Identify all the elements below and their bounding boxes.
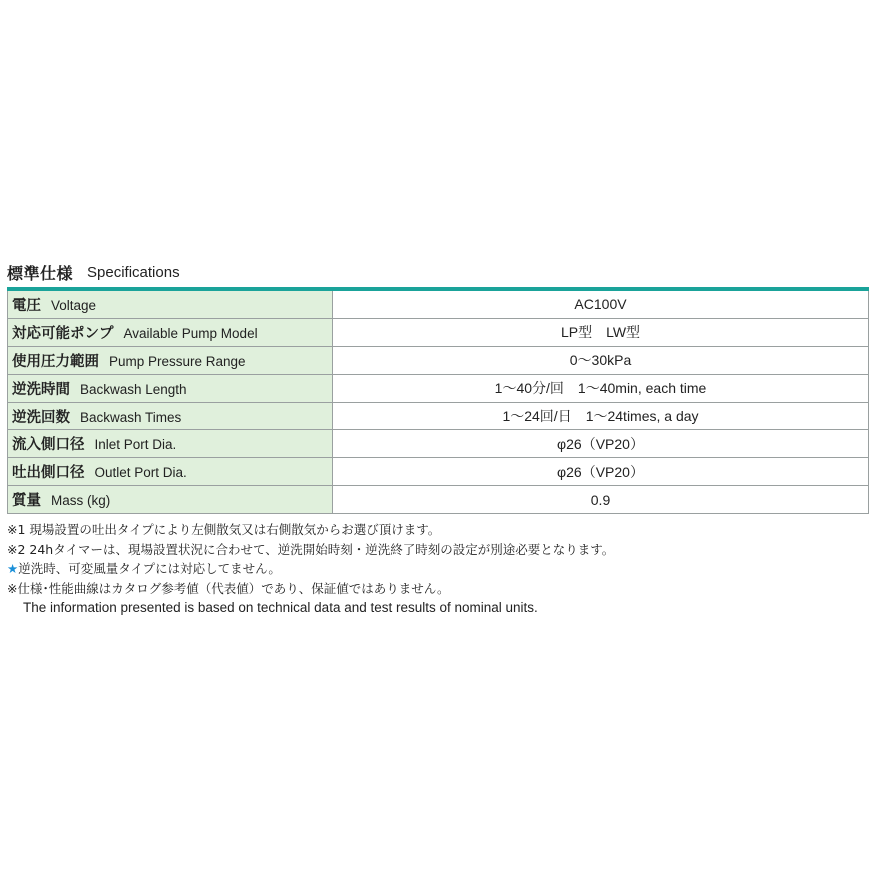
spec-label-en: Backwash Length — [80, 381, 187, 397]
footnote-3-text: 逆洗時、可変風量タイプには対応してません。 — [18, 561, 281, 576]
table-row — [8, 486, 869, 514]
footnote-1: ※1 現場設置の吐出タイプにより左側散気又は右側散気からお選び頂けます。 — [7, 522, 441, 537]
spec-label — [8, 430, 333, 458]
section-title-en: Specifications — [87, 263, 180, 281]
spec-table — [7, 291, 869, 514]
table-row — [8, 402, 869, 430]
spec-value: 1～24回/日 1～24times, a day — [333, 402, 869, 430]
spec-value: AC100V — [333, 291, 869, 318]
spec-label-jp: 質量 — [12, 493, 41, 510]
spec-label — [8, 318, 333, 346]
table-row — [8, 346, 869, 374]
spec-label — [8, 374, 333, 402]
spec-label — [8, 402, 333, 430]
footnote-3 — [7, 559, 869, 579]
footnotes — [7, 520, 869, 618]
spec-value: φ26（VP20） — [333, 458, 869, 486]
spec-label-jp: 対応可能ポンプ — [12, 325, 114, 342]
spec-value: 0.9 — [333, 486, 869, 514]
spec-value: LP型 LW型 — [333, 318, 869, 346]
footnote-5-en: The information presented is based on technical data and test results of nominal units. — [23, 600, 538, 615]
spec-value: 1～40分/回 1～40min, each time — [333, 374, 869, 402]
spec-label-jp: 流入側口径 — [12, 437, 85, 454]
spec-label-en: Inlet Port Dia. — [94, 437, 177, 453]
section-title-jp: 標準仕様 — [7, 263, 74, 283]
spec-value: φ26（VP20） — [333, 430, 869, 458]
section-heading — [7, 258, 869, 286]
table-row — [8, 374, 869, 402]
star-icon: ★ — [7, 561, 19, 576]
footnote-4: ※仕様･性能曲線はカタログ参考値（代表値）であり、保証値ではありません。 — [7, 580, 450, 596]
spec-label-jp: 電圧 — [12, 297, 41, 314]
spec-label-en: Outlet Port Dia. — [94, 465, 187, 481]
table-row — [8, 430, 869, 458]
spec-label — [8, 458, 333, 486]
spec-value: 0～30kPa — [333, 346, 869, 374]
spec-label-jp: 使用圧力範囲 — [12, 353, 99, 370]
spec-label — [8, 346, 333, 374]
spec-label-en: Mass (kg) — [51, 493, 111, 509]
table-row — [8, 291, 869, 318]
spec-label-en: Available Pump Model — [123, 325, 258, 341]
spec-label-jp: 逆洗回数 — [12, 409, 70, 426]
spec-label — [8, 291, 333, 318]
table-row — [8, 318, 869, 346]
specifications-section — [7, 258, 869, 514]
spec-label-jp: 吐出側口径 — [12, 465, 85, 482]
footnote-2: ※2 24hタイマーは、現場設置状況に合わせて、逆洗開始時刻・逆洗終了時刻の設定が別途必要となります。 — [7, 541, 615, 557]
spec-label-en: Backwash Times — [80, 409, 182, 425]
table-row — [8, 458, 869, 486]
spec-label-en: Voltage — [51, 297, 97, 313]
spec-label — [8, 486, 333, 514]
spec-label-en: Pump Pressure Range — [109, 353, 246, 369]
spec-label-jp: 逆洗時間 — [12, 381, 70, 398]
